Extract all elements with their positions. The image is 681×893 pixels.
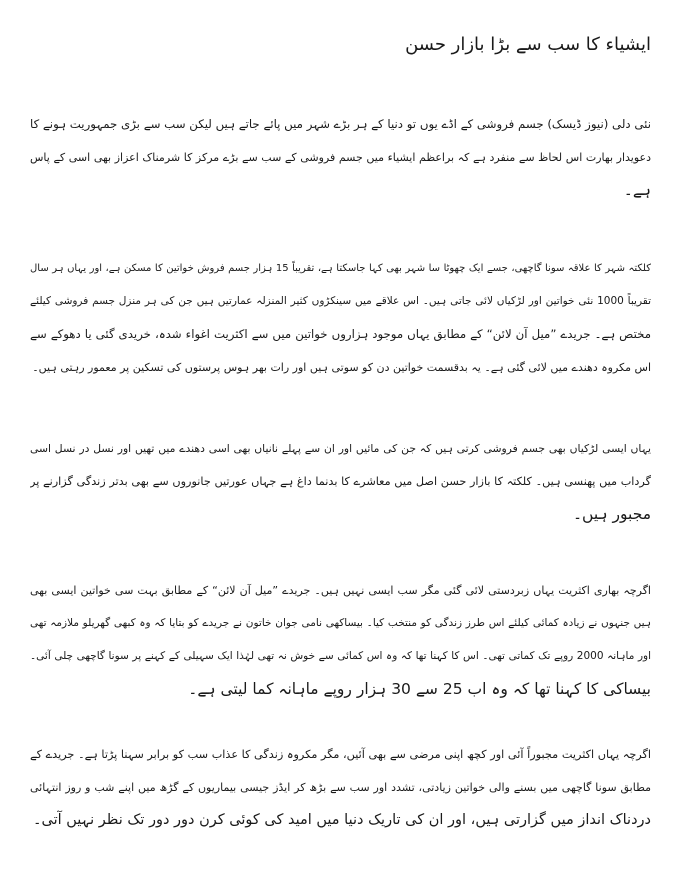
paragraph-5 [30, 738, 651, 837]
paragraph-line: کلکتہ شہر کا علاقہ سونا گاچھی، جسے ایک چھوٹا سا شہر بھی کہا جاسکتا ہے، تقریباً 15 ہزار جسم فروش خواتین کا مسکن ہے، اور یہاں ہر سال [30, 263, 651, 274]
paragraph-line: ہیں جنہوں نے زیادہ کمائی کیلئے اس طرز زندگی کو منتخب کیا۔ بیساکھی نامی جوان خاتون نے جریدے کو بتایا کہ وہ کبھی گھریلو ملازمہ تھی [30, 617, 651, 629]
paragraph-4 [30, 574, 651, 706]
paragraph-3 [30, 432, 651, 531]
paragraph-line: دعویدار بھارت اس لحاظ سے منفرد ہے کہ براعظم ایشیاء میں جسم فروشی کے سب سے بڑے مرکز کا شرمناک اعزاز بھی اسی کے پاس [30, 151, 651, 164]
paragraph-line: اگرچہ بھاری اکثریت یہاں زبردستی لائی گئی مگر سب ایسی نہیں ہیں۔ جریدے ”میل آن لائن“ کے مطابق بہت سی خواتین ایسی بھی [30, 584, 651, 597]
paragraph-2 [30, 252, 651, 384]
article-title: ایشیاء کا سب سے بڑا بازار حسن [405, 34, 651, 55]
paragraph-line: تقریباً 1000 نئی خواتین اور لڑکیاں لائی جاتی ہیں۔ اس علاقے میں سینکڑوں کثیر المنزلہ عمارتیں ہیں جن کی ہر منزل جسم فروشی کیلئے [30, 295, 651, 307]
paragraph-line: یہاں ایسی لڑکیاں بھی جسم فروشی کرتی ہیں کہ جن کی مائیں اور ان سے پہلے نانیاں بھی اسی دھندے میں تھیں اور نسل در نسل اسی [30, 442, 651, 455]
paragraph-line: اور ماہانہ 2000 روپے تک کماتی تھی۔ اس کا کہنا تھا کہ وہ اس کمائی سے خوش نہ تھی لہٰذا ایک سہیلی کے کہنے پر سونا گاچھی چلی آئی۔ [30, 650, 651, 662]
paragraph-line: گرداب میں پھنسی ہیں۔ کلکتہ کا بازار حسن اصل میں معاشرے کا بدنما داغ ہے جہاں عورتیں جانوروں سے بھی بدتر زندگی گزارنے پر [30, 475, 651, 488]
paragraph-line: بیساکی کا کہنا تھا کہ وہ اب 25 سے 30 ہزار روپے ماہانہ کما لیتی ہے۔ [188, 680, 651, 698]
paragraph-line: نئی دلی (نیوز ڈیسک) جسم فروشی کے اڈے یوں تو دنیا کے ہر بڑے شہر میں پائے جاتے ہیں لیکن سب سے بڑی جمہوریت ہونے کا [30, 117, 651, 131]
paragraph-1 [30, 108, 651, 207]
paragraph-line: مجبور ہیں۔ [572, 505, 651, 523]
paragraph-line: اگرچہ یہاں اکثریت مجبوراً آئی اور کچھ اپنی مرضی سے بھی آئیں، مگر مکروہ زندگی کا عذاب سب کو برابر سہنا پڑتا ہے۔ جریدے کے [30, 748, 651, 761]
paragraph-line: مختص ہے۔ جریدے ”میل آن لائن“ کے مطابق یہاں موجود ہزاروں خواتین میں سے اکثریت اغواء شدہ، خریدی گئی یا دھوکے سے [30, 327, 651, 341]
paragraph-line: اس مکروہ دھندے میں لائی گئی ہے۔ یہ بدقسمت خواتین دن کو سوتی ہیں اور رات بھر ہوس پرستوں کی تسکین پر معمور رہتی ہیں۔ [32, 361, 651, 374]
paragraph-line: ہے۔ [623, 181, 651, 199]
paragraph-line: مطابق سونا گاچھی میں بسنے والی خواتین زیادتی، تشدد اور سب سے بڑھ کر ایڈز جیسی بیماریوں کے گڑھ میں اپنے شب و روز انتہائی [30, 781, 651, 794]
paragraph-line: دردناک انداز میں گزارتی ہیں، اور ان کی تاریک دنیا میں امید کی کوئی کرن دور دور تک نظر نہیں آتی۔ [33, 812, 651, 828]
